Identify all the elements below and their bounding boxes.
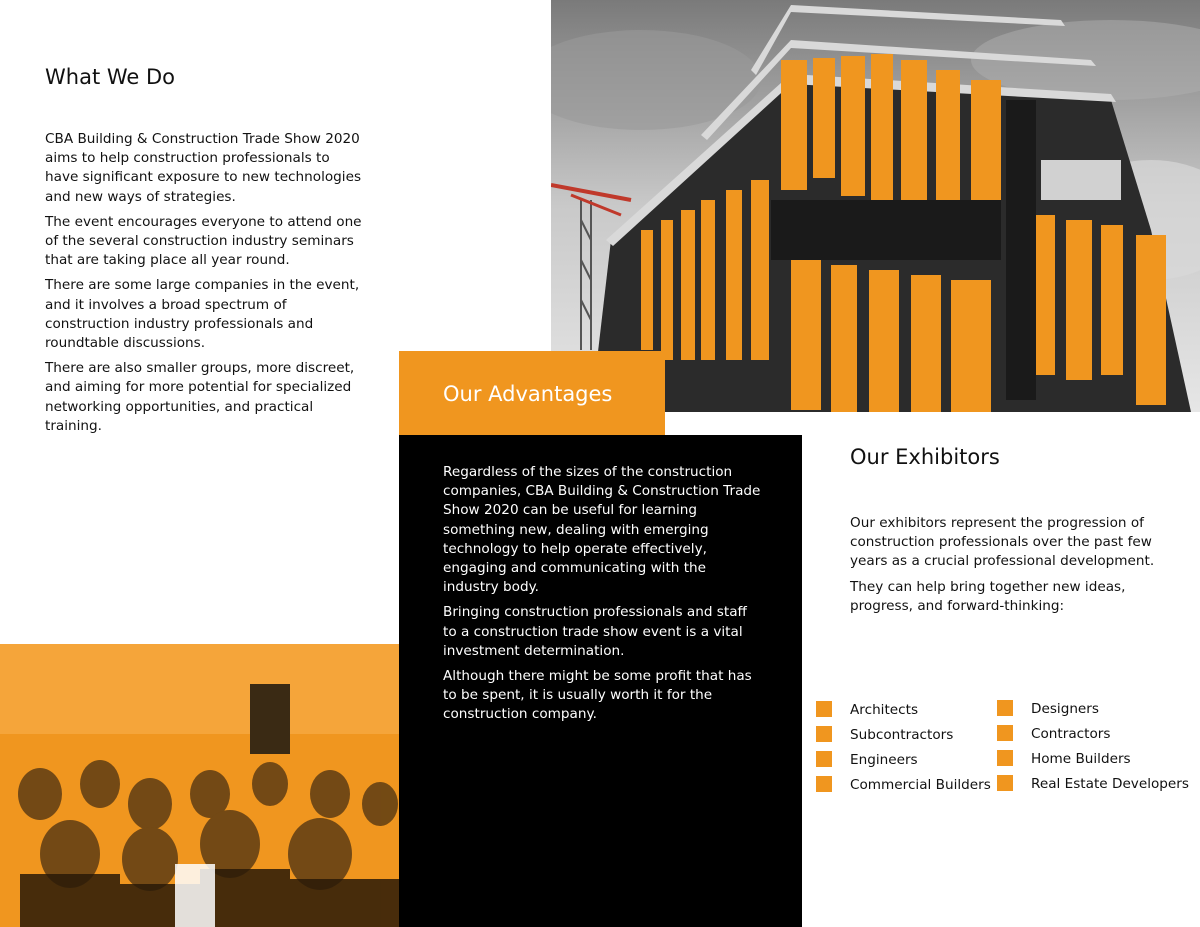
- list-item: [997, 699, 1189, 724]
- seminar-audience-photo: [0, 644, 404, 927]
- what-we-do-paragraph: CBA Building & Construction Trade Show 2020 aims to help construction professionals to have significant exposure to new technologies and new ways of strategies.: [45, 131, 362, 205]
- list-item-label: Architects: [850, 702, 919, 718]
- advantages-paragraph: Bringing construction professionals and staff to a construction trade show event is a vital investment determination.: [443, 604, 747, 659]
- list-item-label: Commercial Builders: [850, 777, 991, 793]
- list-item-label: Real Estate Developers: [1031, 776, 1189, 792]
- advantages-body: [443, 463, 763, 731]
- bullet-square-icon: [997, 750, 1013, 766]
- list-item: [997, 724, 1189, 749]
- list-item: [816, 775, 991, 800]
- exhibitors-paragraph: They can help bring together new ideas, progress, and forward-thinking:: [850, 578, 1126, 614]
- advantages-panel: [399, 435, 802, 927]
- exhibitor-list-left: [816, 700, 991, 800]
- what-we-do-paragraph: The event encourages everyone to attend one of the several construction industry seminars that are taking place all year round.: [45, 213, 362, 269]
- list-item-label: Engineers: [850, 752, 918, 768]
- exhibitors-paragraph: Our exhibitors represent the progression of construction professionals over the past few years as a crucial professional development.: [850, 515, 1155, 570]
- list-item: [997, 749, 1189, 774]
- list-item-label: Home Builders: [1031, 751, 1131, 767]
- list-item: [816, 725, 991, 750]
- list-item: [816, 700, 991, 725]
- list-item: [997, 774, 1189, 799]
- bullet-square-icon: [997, 775, 1013, 791]
- list-item-label: Contractors: [1031, 726, 1111, 742]
- what-we-do-paragraph: There are some large companies in the event, and it involves a broad spectrum of construction industry professionals and roundtable discussions.: [45, 277, 360, 352]
- bullet-square-icon: [997, 725, 1013, 741]
- advantages-paragraph: Although there might be some profit that has to be spent, it is usually worth it for the construction company.: [443, 668, 752, 723]
- bullet-square-icon: [816, 751, 832, 767]
- list-item: [816, 750, 991, 775]
- what-we-do-heading: What We Do: [45, 65, 175, 89]
- list-item-label: Designers: [1031, 701, 1099, 717]
- advantages-tab: [399, 351, 665, 435]
- bullet-square-icon: [816, 726, 832, 742]
- exhibitor-list-right: [997, 699, 1189, 799]
- what-we-do-paragraph: There are also smaller groups, more discreet, and aiming for more potential for specialized networking opportunities, and practical training.: [45, 360, 355, 434]
- bullet-square-icon: [816, 776, 832, 792]
- bullet-square-icon: [816, 701, 832, 717]
- what-we-do-section: [45, 62, 363, 442]
- bullet-square-icon: [997, 700, 1013, 716]
- advantages-heading: Our Advantages: [443, 382, 613, 406]
- list-item-label: Subcontractors: [850, 727, 954, 743]
- advantages-paragraph: Regardless of the sizes of the construction companies, CBA Building & Construction Trade Show 2020 can be useful for learning something new, dealing with emerging technology to help operate effectively, engaging and communicating with the industry body.: [443, 464, 761, 596]
- exhibitors-heading: Our Exhibitors: [850, 445, 1000, 469]
- exhibitors-section: [850, 442, 1180, 622]
